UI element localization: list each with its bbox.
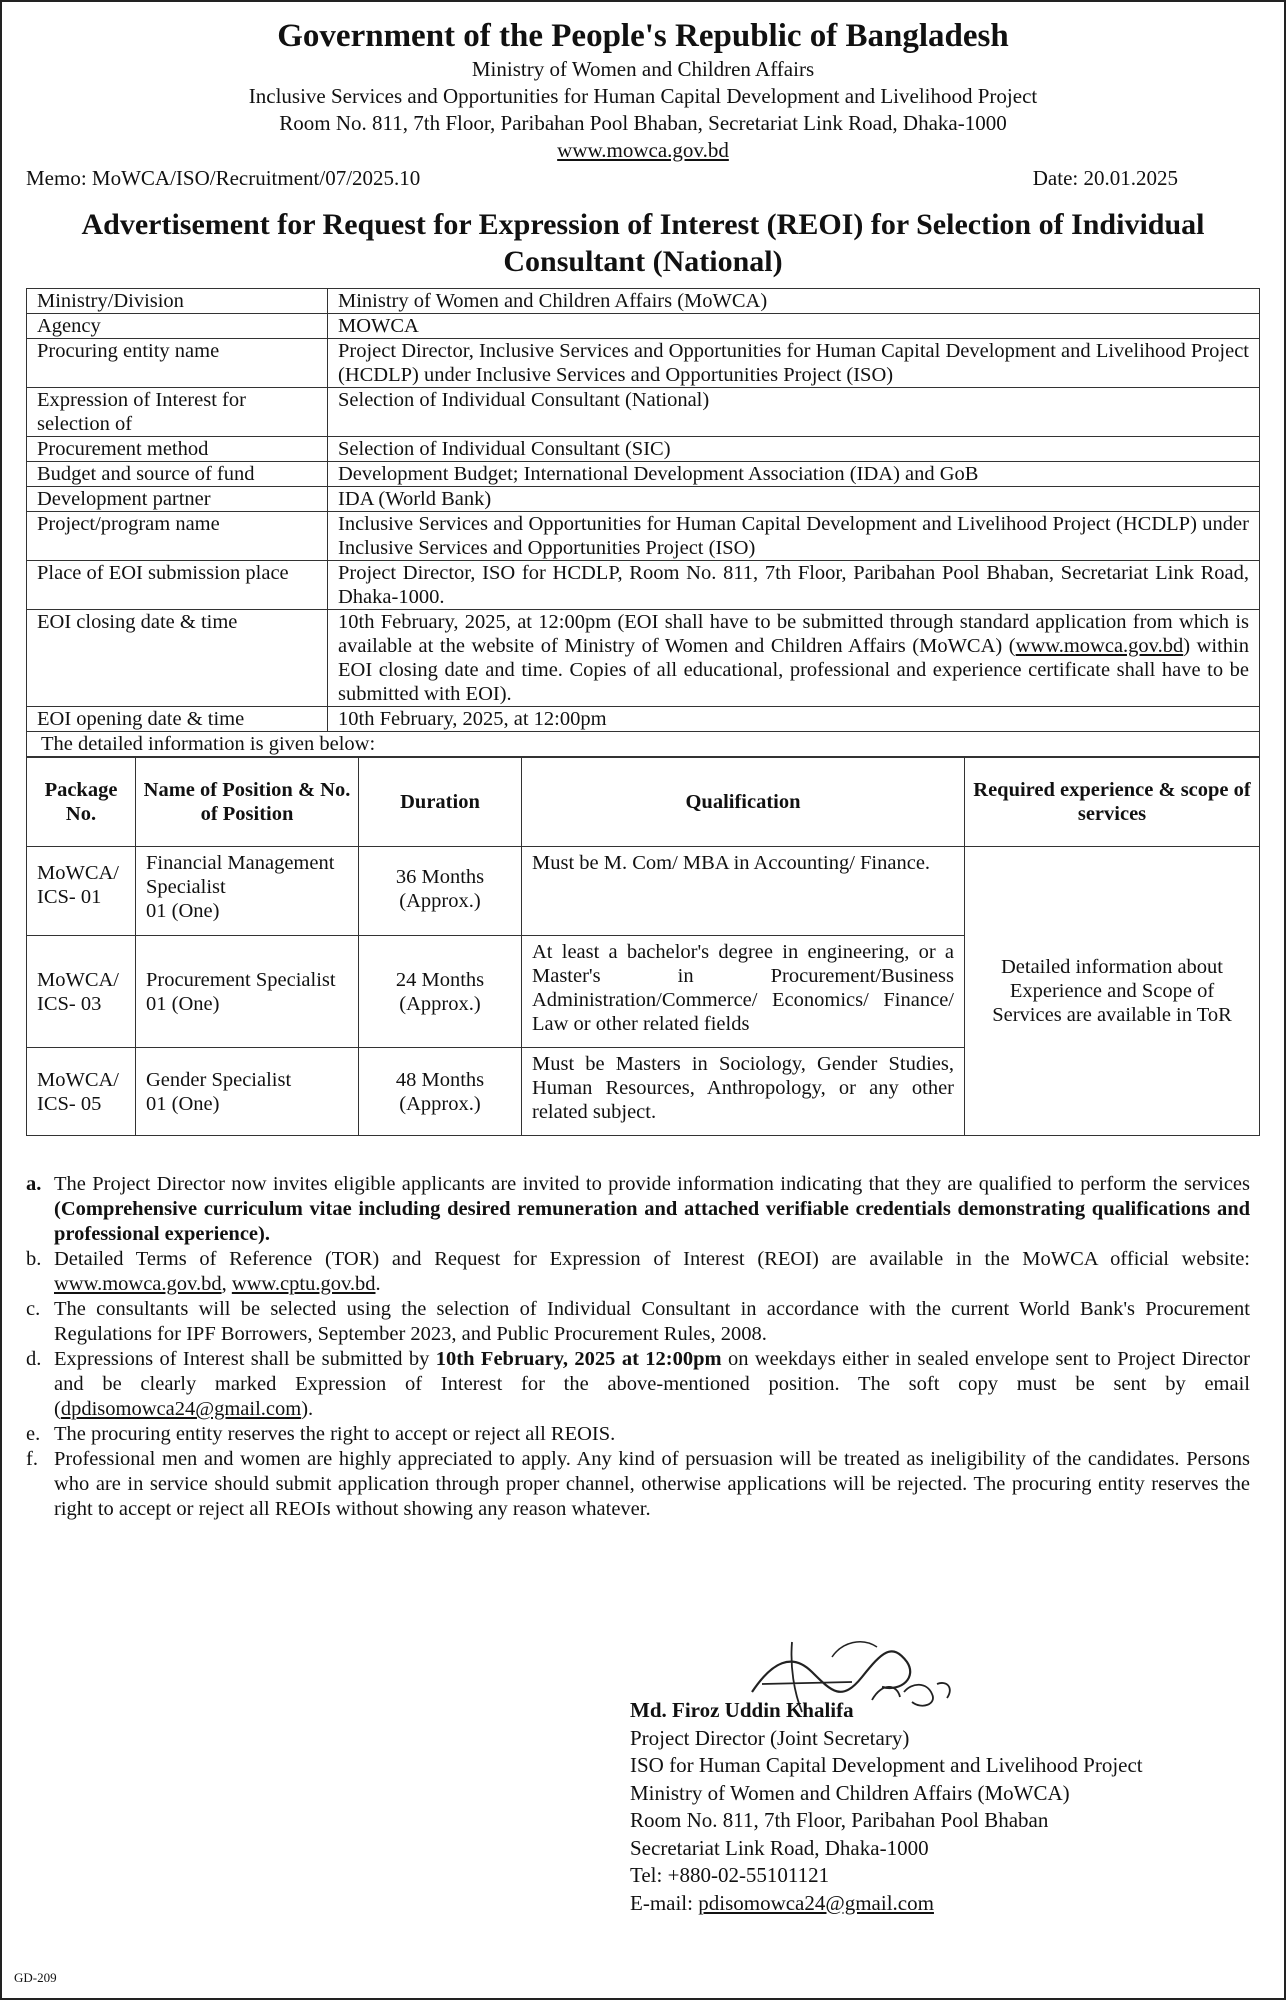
- position-name: Gender Specialist: [146, 1068, 292, 1091]
- project-name: Inclusive Services and Opportunities for Human Capital Development and Livelihood Project: [248, 84, 1038, 108]
- signatory-tel: Tel: +880-02-55101121: [630, 1863, 830, 1887]
- info-value: MOWCA: [328, 314, 1260, 339]
- list-text: [54, 1347, 1250, 1422]
- qualification-cell: Must be M. Com/ MBA in Accounting/ Finance.: [522, 847, 965, 936]
- info-row: [27, 707, 1260, 732]
- column-header: Qualification: [522, 758, 965, 847]
- info-row: [27, 339, 1260, 388]
- info-label: Budget and source of fund: [27, 462, 328, 487]
- info-value: Ministry of Women and Children Affairs (MoWCA): [328, 289, 1260, 314]
- info-value: Development Budget; International Development Association (IDA) and GoB: [328, 462, 1260, 487]
- info-row: [27, 314, 1260, 339]
- signatory-name: Md. Firoz Uddin Khalifa: [630, 1698, 854, 1722]
- memo-line: [26, 164, 1178, 192]
- mowca-link[interactable]: www.mowca.gov.bd: [54, 1273, 222, 1295]
- closing-text-b: ) within EOI closing date and time. Copies of all educational, professional and experience certificate shall have to be submitted with EOI).: [338, 635, 1250, 705]
- info-row: [27, 487, 1260, 512]
- info-row: [27, 561, 1260, 610]
- package-number: MoWCA/ ICS- 05: [27, 1048, 136, 1136]
- info-label: Agency: [27, 314, 328, 339]
- link-separator: ,: [221, 1273, 232, 1295]
- table-row: [27, 847, 1260, 936]
- column-header: Duration: [359, 758, 522, 847]
- signatory-project: ISO for Human Capital Development and Livelihood Project: [630, 1753, 1143, 1777]
- list-marker: a.: [26, 1173, 42, 1195]
- list-text: The consultants will be selected using the selection of Individual Consultant in accordance with the current World Bank's Procurement Regulations for IPF Borrowers, September 2023, and Public Procurement Rules, 2008.: [54, 1298, 1250, 1345]
- info-value: [328, 610, 1260, 707]
- packages-table: [26, 757, 1260, 1136]
- packages-header-row: [27, 758, 1260, 847]
- position-count: 01 (One): [146, 1092, 220, 1115]
- signatory-ministry: Ministry of Women and Children Affairs (MoWCA): [630, 1780, 1070, 1805]
- list-text: [54, 1247, 1250, 1297]
- info-value: 10th February, 2025, at 12:00pm: [328, 707, 1260, 732]
- info-label: Expression of Interest for selection of: [27, 388, 328, 437]
- position-name: Financial Management Specialist: [146, 852, 335, 898]
- website-link[interactable]: www.mowca.gov.bd: [1015, 635, 1184, 657]
- note-d-text2: on weekdays either in sealed envelope sent to Project Director and be clearly marked Expression of Interest for the above-mentioned position. The soft copy must be sent by email (: [54, 1348, 1250, 1420]
- duration-approx: (Approx.): [399, 890, 481, 912]
- position-count: 01 (One): [146, 900, 220, 922]
- package-number: MoWCA/ ICS- 01: [27, 847, 136, 936]
- list-marker: b.: [26, 1248, 42, 1270]
- office-address: Room No. 811, 7th Floor, Paribahan Pool Bhaban, Secretariat Link Road, Dhaka-1000: [279, 111, 1007, 135]
- info-row: [27, 512, 1260, 561]
- info-label: Procuring entity name: [27, 339, 328, 388]
- info-label: EOI closing date & time: [27, 610, 328, 707]
- position-cell: [136, 936, 359, 1048]
- info-label: Ministry/Division: [27, 289, 328, 314]
- advertisement-title: Advertisement for Request for Expression of Interest (REOI) for Selection of Individual Consultant (National): [81, 208, 1205, 278]
- duration-value: 24 Months: [395, 968, 485, 991]
- email-label: E-mail:: [630, 1890, 699, 1915]
- duration-cell: [359, 847, 522, 936]
- signature-block: [630, 1697, 1143, 1917]
- ministry-name: Ministry of Women and Children Affairs: [471, 57, 815, 81]
- info-value: Selection of Individual Consultant (National): [328, 388, 1260, 437]
- terms-list: [26, 1172, 1250, 1522]
- list-marker: c.: [26, 1298, 41, 1320]
- signatory-address-1: Room No. 811, 7th Floor, Paribahan Pool Bhaban: [630, 1808, 1049, 1832]
- memo-date: Date: 20.01.2025: [1032, 166, 1178, 190]
- detail-note: The detailed information is given below:: [27, 732, 1260, 757]
- info-value: IDA (World Bank): [328, 487, 1260, 512]
- position-cell: [136, 847, 359, 936]
- list-item: [26, 1347, 1250, 1422]
- list-marker: e.: [26, 1423, 41, 1445]
- list-marker: d.: [26, 1348, 42, 1370]
- government-title: Government of the People's Republic of Bangladesh: [277, 18, 1009, 54]
- list-marker: f.: [26, 1448, 38, 1470]
- column-header: Package No.: [27, 758, 136, 847]
- list-item: [26, 1247, 1250, 1297]
- info-label: EOI opening date & time: [27, 707, 328, 732]
- info-label: Development partner: [27, 487, 328, 512]
- list-text: Professional men and women are highly appreciated to apply. Any kind of persuasion will be treated as ineligibility of the candidates. Persons who are in service should submit application through proper channel, otherwise applications will be rejected. The procuring entity reserves the right to accept or reject all REOIs without showing any reason whatever.: [54, 1448, 1250, 1520]
- note-d-text: Expressions of Interest shall be submitted by: [54, 1348, 436, 1370]
- info-label: Project/program name: [27, 512, 328, 561]
- note-a-bold: (Comprehensive curriculum vitae including desired remuneration and attached verifiable credentials demonstrating qualifications and professional experience).: [54, 1198, 1250, 1245]
- qualification-cell: Must be Masters in Sociology, Gender Studies, Human Resources, Anthropology, or any other related subject.: [522, 1048, 965, 1136]
- deadline-bold: 10th February, 2025 at 12:00pm: [435, 1348, 722, 1370]
- submission-email-link[interactable]: dpdisomowca24@gmail.com: [60, 1398, 302, 1420]
- duration-cell: [359, 1048, 522, 1136]
- info-value: Selection of Individual Consultant (SIC): [328, 437, 1260, 462]
- position-name: Procurement Specialist: [146, 968, 336, 991]
- signatory-email-link[interactable]: pdisomowca24@gmail.com: [698, 1890, 934, 1915]
- duration-value: 48 Months: [395, 1068, 485, 1091]
- signatory-designation: Project Director (Joint Secretary): [630, 1725, 910, 1750]
- note-a-text: The Project Director now invites eligible applicants are invited to provide information indicating that they are qualified to perform the services: [54, 1173, 1250, 1195]
- letterhead: [2, 16, 1284, 164]
- info-row: [27, 732, 1260, 757]
- list-item: [26, 1447, 1250, 1522]
- column-header: Name of Position & No. of Position: [136, 758, 359, 847]
- list-item: [26, 1422, 1250, 1447]
- website-link[interactable]: www.mowca.gov.bd: [557, 138, 729, 162]
- signatory-email-line: [630, 1890, 1143, 1918]
- info-value: Project Director, ISO for HCDLP, Room No. 811, 7th Floor, Paribahan Pool Bhaban, Secretariat Link Road, Dhaka-1000.: [328, 561, 1260, 610]
- info-row: [27, 388, 1260, 437]
- duration-approx: (Approx.): [399, 1092, 481, 1115]
- list-text: The procuring entity reserves the right to accept or reject all REOIS.: [54, 1423, 616, 1445]
- info-row: [27, 610, 1260, 707]
- position-cell: [136, 1048, 359, 1136]
- note-d-end: ).: [301, 1398, 314, 1420]
- memo-number: Memo: MoWCA/ISO/Recruitment/07/2025.10: [26, 166, 421, 190]
- closing-text-a: 10th February, 2025, at 12:00pm (EOI shall have to be submitted through standard application from which is available at the website of Ministry of Women and Children Affairs (MoWCA) (: [338, 611, 1249, 657]
- duration-approx: (Approx.): [399, 992, 481, 1015]
- list-text: [54, 1172, 1250, 1247]
- signatory-address-2: Secretariat Link Road, Dhaka-1000: [630, 1835, 929, 1860]
- info-row: [27, 289, 1260, 314]
- duration-cell: [359, 936, 522, 1048]
- package-number: MoWCA/ ICS- 03: [27, 936, 136, 1048]
- position-count: 01 (One): [146, 992, 220, 1015]
- column-header: Required experience & scope of services: [965, 758, 1260, 847]
- note-b-text: Detailed Terms of Reference (TOR) and Request for Expression of Interest (REOI) are available in the MoWCA official website:: [54, 1248, 1250, 1270]
- footer-code: GD-209: [14, 1970, 57, 1985]
- experience-note: Detailed information about Experience and Scope of Services are available in ToR: [965, 847, 1260, 1136]
- cptu-link[interactable]: www.cptu.gov.bd: [231, 1273, 376, 1295]
- note-b-end: .: [375, 1273, 381, 1295]
- procurement-info-table: [26, 288, 1260, 757]
- info-row: [27, 462, 1260, 487]
- info-value: Project Director, Inclusive Services and Opportunities for Human Capital Development and Livelihood Project (HCDLP) under Inclusive Services and Opportunities Project (ISO): [328, 339, 1260, 388]
- list-item: [26, 1172, 1250, 1247]
- info-label: Place of EOI submission place: [27, 561, 328, 610]
- list-item: [26, 1297, 1250, 1347]
- qualification-cell: At least a bachelor's degree in engineering, or a Master's in Procurement/Business Administration/Commerce/ Economics/ Finance/ Law or other related fields: [522, 936, 965, 1048]
- info-value: Inclusive Services and Opportunities for Human Capital Development and Livelihood Project (HCDLP) under Inclusive Services and Opportunities Project (ISO): [328, 512, 1260, 561]
- info-row: [27, 437, 1260, 462]
- duration-value: 36 Months: [395, 866, 485, 888]
- info-label: Procurement method: [27, 437, 328, 462]
